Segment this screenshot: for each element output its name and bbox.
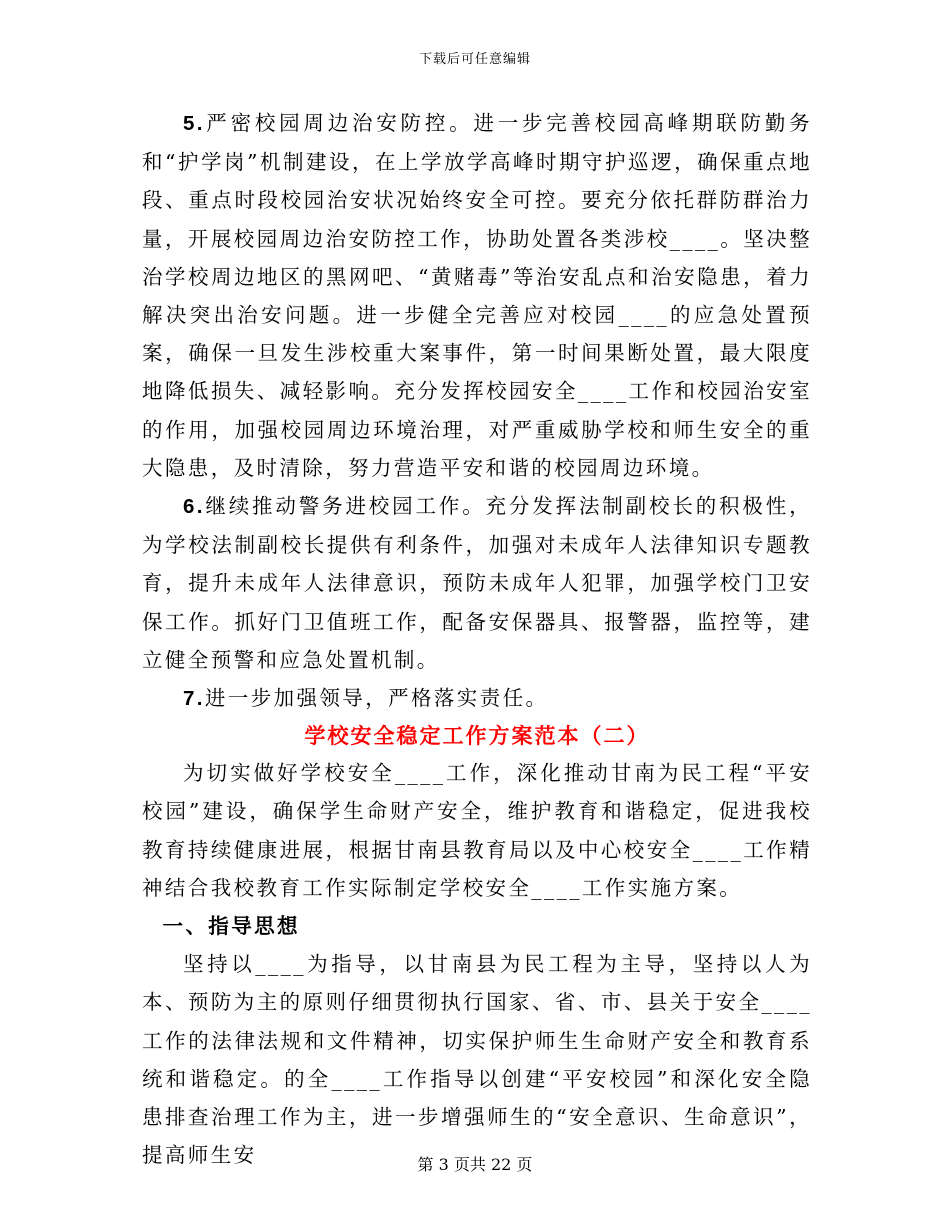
- item-6-text: 继续推动警务进校园工作。充分发挥法制副校长的积极性，为学校法制副校长提供有利条件，加强对未成年人法律知识专题教育，提升未成年人法律意识，预防未成年人犯罪，加强学校门卫安保工作。抓好门卫值班工作，配备安保器具、报警器，监控等，建立健全预警和应急处置机制。: [142, 494, 812, 672]
- item-5-paragraph: [142, 104, 812, 487]
- item-5-number: 5.: [183, 112, 205, 135]
- heading-guiding-thought: 一、指导思想: [162, 914, 300, 939]
- intro-paragraph: 为切实做好学校安全____工作，深化推动甘南为民工程“平安校园”建设，确保学生命财产安全，维护教育和谐稳定，促进我校教育持续健康进展，根据甘南县教育局以及中心校安全____工作精神结合我校教育工作实际制定学校安全____工作实施方案。: [142, 761, 812, 900]
- item-5-text: 严密校园周边治安防控。进一步完善校园高峰期联防勤务和“护学岗”机制建设，在上学放学高峰时期守护巡逻，确保重点地段、重点时段校园治安状况始终安全可控。要充分依托群防群治力量，开展校园周边治安防控工作，协助处置各类涉校____。坚决整治学校周边地区的黑网吧、“黄赌毒”等治安乱点和治安隐患，着力解决突出治安问题。进一步健全完善应对校园____的应急处置预案，确保一旦发生涉校重大案事件，第一时间果断处置，最大限度地降低损失、减轻影响。充分发挥校园安全____工作和校园治安室的作用，加强校园周边环境治理，对严重威胁学校和师生安全的重大隐患，及时清除，努力营造平安和谐的校园周边环境。: [142, 111, 812, 480]
- item-7-text: 进一步加强领导，严格落实责任。: [204, 686, 549, 711]
- page-footer: 第 3 页共 22 页: [417, 1155, 533, 1174]
- section-title: 学校安全稳定工作方案范本（二）: [304, 723, 650, 749]
- document-body: [142, 104, 812, 1174]
- page-header: 下载后可任意编辑: [418, 52, 531, 67]
- item-7-paragraph: [142, 679, 812, 718]
- guiding-paragraph: 坚持以____为指导，以甘南县为民工程为主导，坚持以人为本、预防为主的原则仔细贯彻执行国家、省、市、县关于安全____工作的法律法规和文件精神，切实保护师生生命财产安全和教育系统和谐稳定。的全____工作指导以创建“平安校园”和深化安全隐患排查治理工作为主，进一步增强师生的“安全意识、生命意识”，提高师生安: [142, 952, 812, 1168]
- item-7-number: 7.: [183, 687, 205, 711]
- item-6-paragraph: [142, 487, 812, 679]
- item-6-number: 6.: [183, 495, 205, 519]
